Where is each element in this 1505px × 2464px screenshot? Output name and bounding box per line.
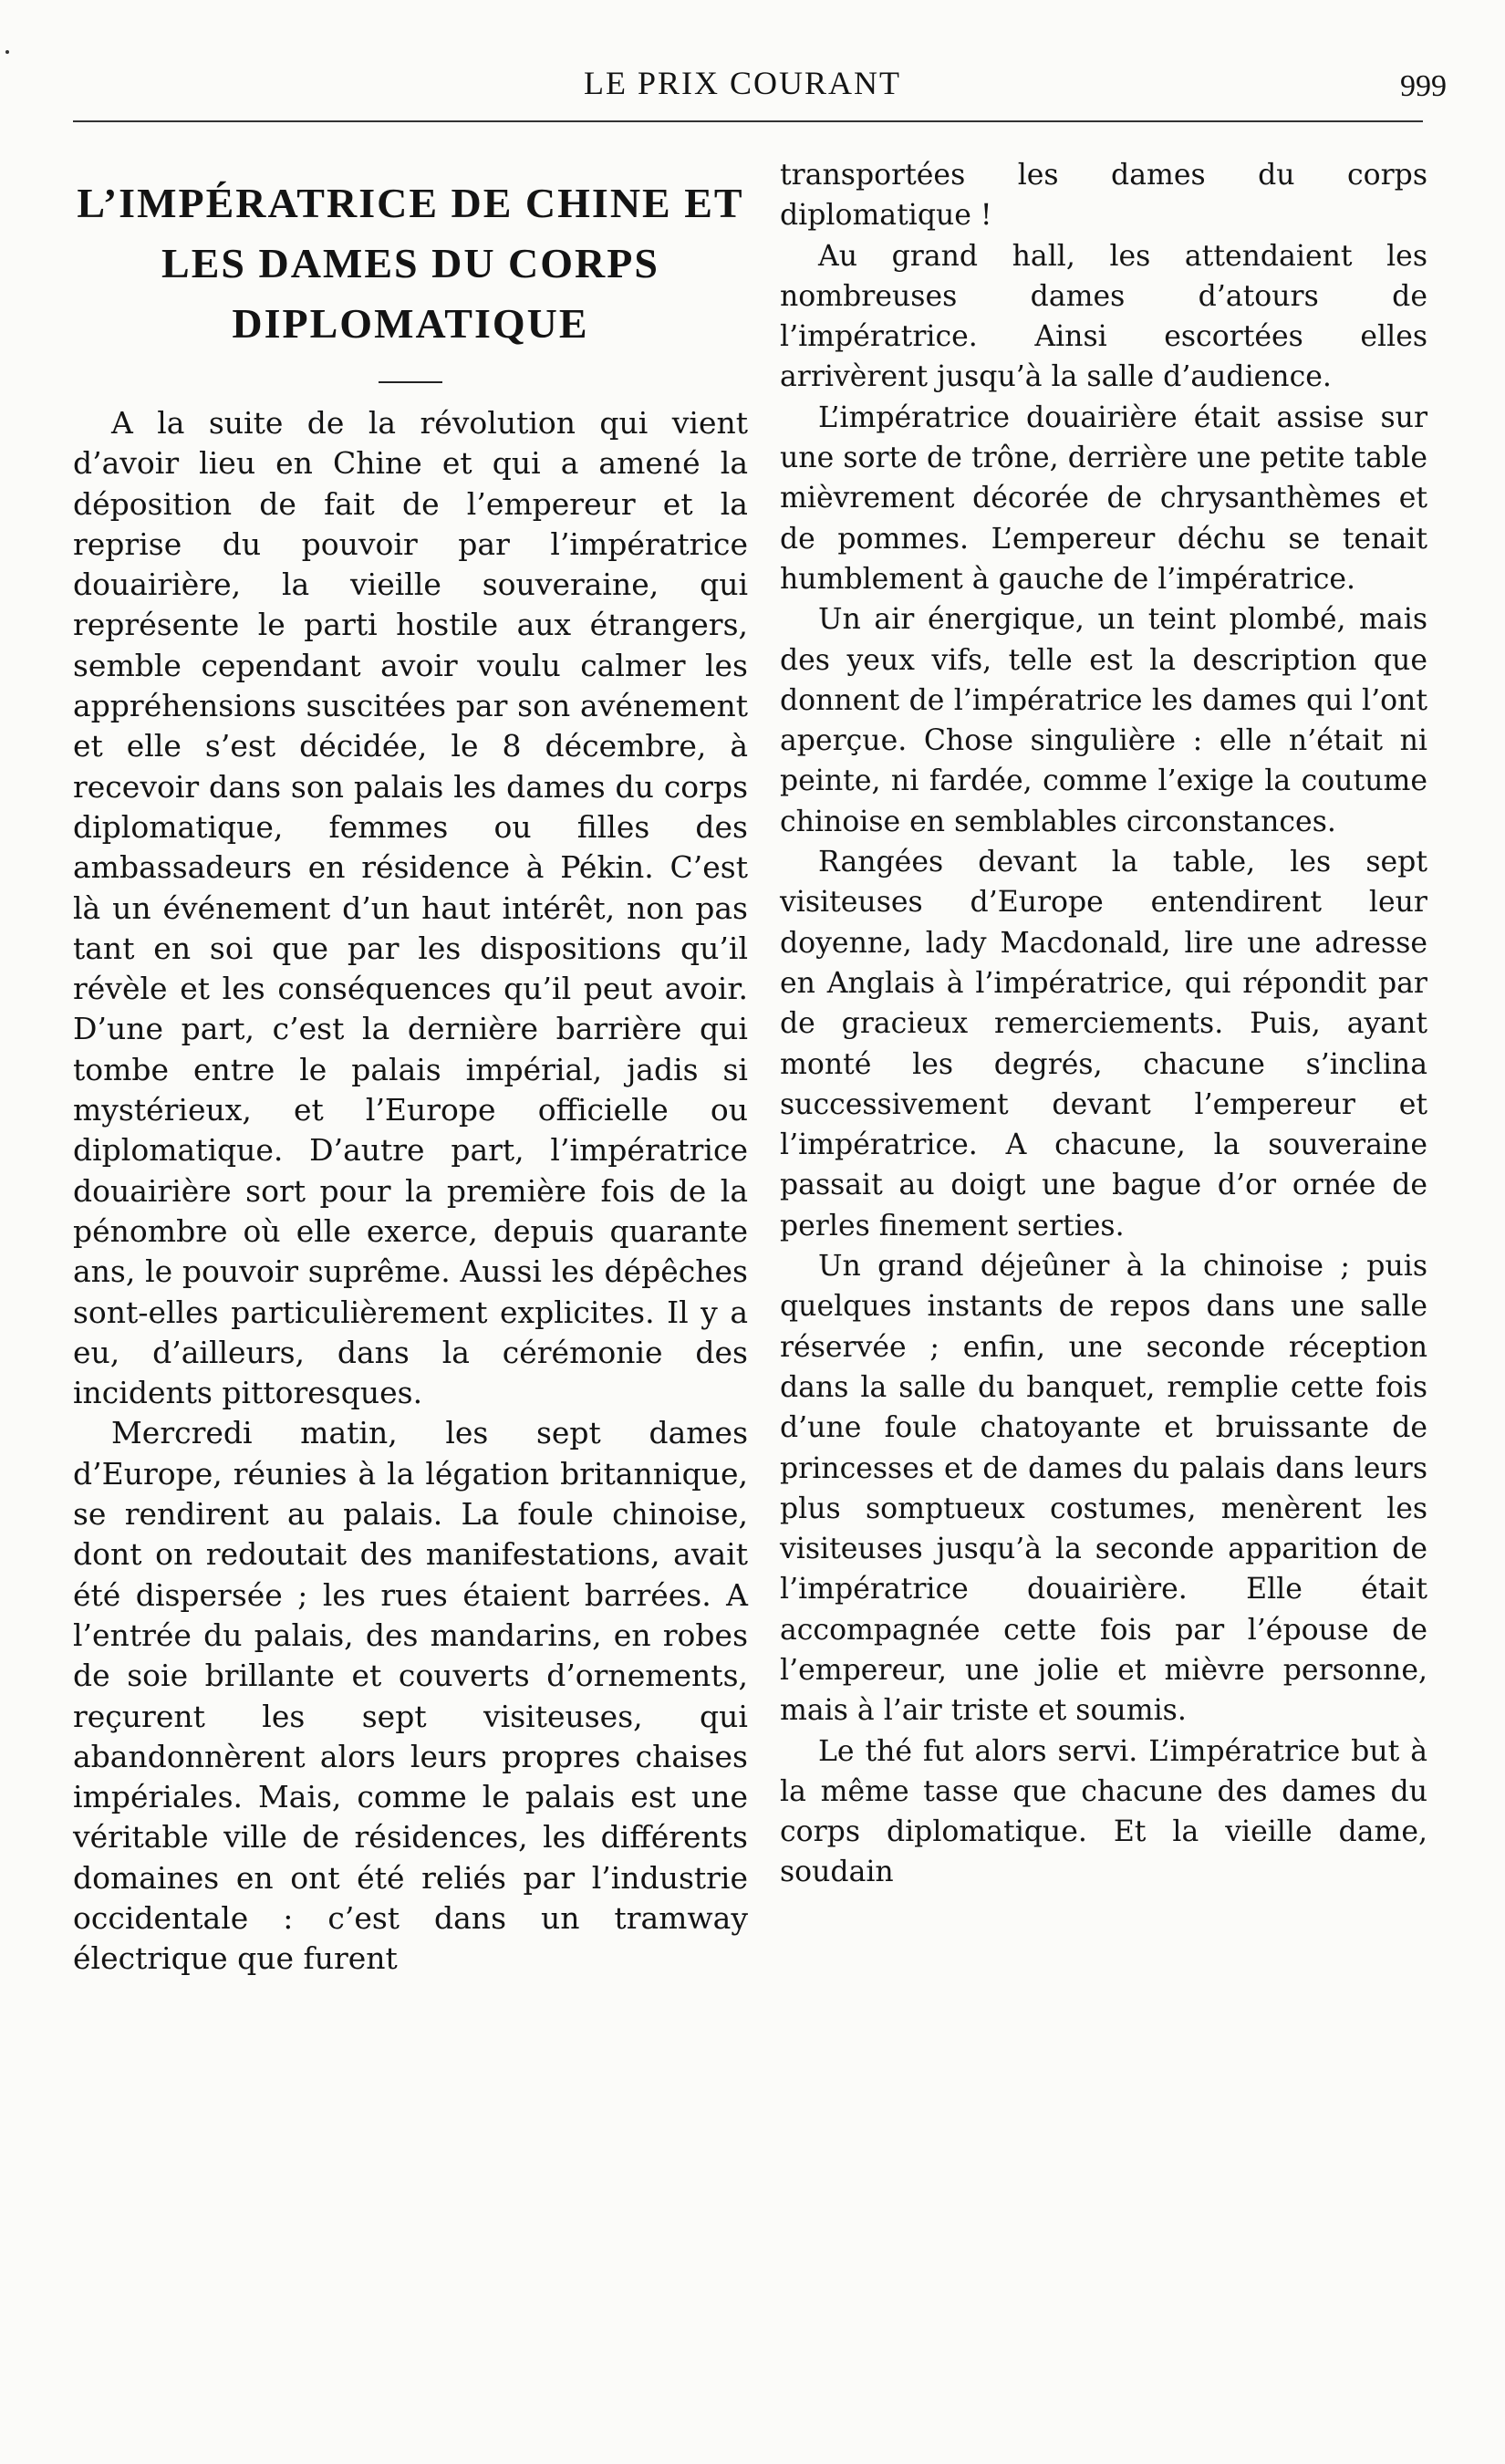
title-line-2: LES DAMES DU CORPS	[161, 240, 659, 286]
left-column	[73, 155, 748, 1980]
article-title	[73, 173, 748, 354]
paragraph: Au grand hall, les attendaient les nombreuses dames d’atours de l’impératrice. Ainsi escortées elles arrivèrent jusqu’à la salle d’audience.	[780, 239, 1427, 394]
margin-mark	[5, 50, 9, 54]
title-line-1: L’IMPÉRATRICE DE CHINE ET	[77, 180, 744, 226]
paragraph: Un air énergique, un teint plombé, mais des yeux vifs, telle est la description que donnent de l’impératrice les dames qui l’ont aperçue. Chose singulière : elle n’était ni peinte, ni fardée, comme l’exige la coutume chinoise en semblables circonstances.	[780, 603, 1427, 838]
running-header	[0, 64, 1505, 119]
journal-title: LE PRIX COURANT	[584, 65, 902, 101]
paragraph: L’impératrice douairière était assise sur une sorte de trône, derrière une petite table mièvrement décorée de chrysanthèmes et de pommes. L’empereur déchu se tenait humblement à gauche de l’impératrice.	[780, 400, 1427, 596]
paragraph: Le thé fut alors servi. L’impératrice but à la même tasse que chacune des dames du corps diplomatique. Et la vieille dame, soudain	[780, 1734, 1427, 1889]
right-column	[780, 155, 1427, 1893]
header-rule	[73, 120, 1423, 122]
title-line-3: DIPLOMATIQUE	[232, 300, 589, 347]
paragraph: transportées les dames du corps diplomatique !	[780, 159, 1427, 233]
paragraph: Mercredi matin, les sept dames d’Europe, réunies à la légation britannique, se rendirent au palais. La foule chinoise, dont on redoutait des manifestations, avait été dispersée ; les rues étaient barrées. A l’entrée du palais, des mandarins, en robes de soie brillante et couverts d’ornements, reçurent les sept visiteuses, qui abandonnèrent alors leurs propres chaises impériales. Mais, comme le palais est une véritable ville de résidences, les différents domaines en ont été reliés par l’industrie occidentale : c’est dans un tramway électrique que furent	[73, 1415, 748, 1977]
page-number: 999	[1400, 69, 1447, 103]
paragraph: A la suite de la révolution qui vient d’avoir lieu en Chine et qui a amené la déposition de fait de l’empereur et la reprise du pouvoir par l’impératrice douairière, la vieille souveraine, qui représente le parti hostile aux étrangers, semble cependant avoir voulu calmer les appréhensions suscitées par son avénement et elle s’est décidée, le 8 décembre, à recevoir dans son palais les dames du corps diplomatique, femmes ou filles des ambassadeurs en résidence à Pékin. C’est là un événement d’un haut intérêt, non pas tant en soi que par les dispositions qu’il révèle et les conséquences qu’il peut avoir. D’une part, c’est la dernière barrière qui tombe entre le palais impérial, jadis si mystérieux, et l’Europe officielle ou diplomatique. D’autre part, l’impératrice douairière sort pour la première fois de la pénombre où elle exerce, depuis quarante ans, le pouvoir suprême. Aussi les dépêches sont-elles particulièrement explicites. Il y a eu, d’ailleurs, dans la cérémonie des incidents pittoresques.	[73, 405, 748, 1411]
paragraph: Un grand déjeûner à la chinoise ; puis quelques instants de repos dans une salle réservée ; enfin, une seconde réception dans la salle du banquet, remplie cette fois d’une foule chatoyante et bruissante de princesses et de dames du palais dans leurs plus somptueux costumes, menèrent les visiteuses jusqu’à la seconde apparition de l’impératrice douairière. Elle était accompagnée cette fois par l’épouse de l’empereur, une jolie et mièvre personne, mais à l’air triste et soumis.	[780, 1250, 1427, 1728]
paragraph: Rangées devant la table, les sept visiteuses d’Europe entendirent leur doyenne, lady Macdonald, lire une adresse en Anglais à l’impératrice, qui répondit par de gracieux remerciements. Puis, ayant monté les degrés, chacune s’inclina successivement devant l’empereur et l’impératrice. A chacune, la souveraine passait au doigt une bague d’or ornée de perles finement serties.	[780, 846, 1427, 1242]
title-rule	[379, 381, 442, 383]
